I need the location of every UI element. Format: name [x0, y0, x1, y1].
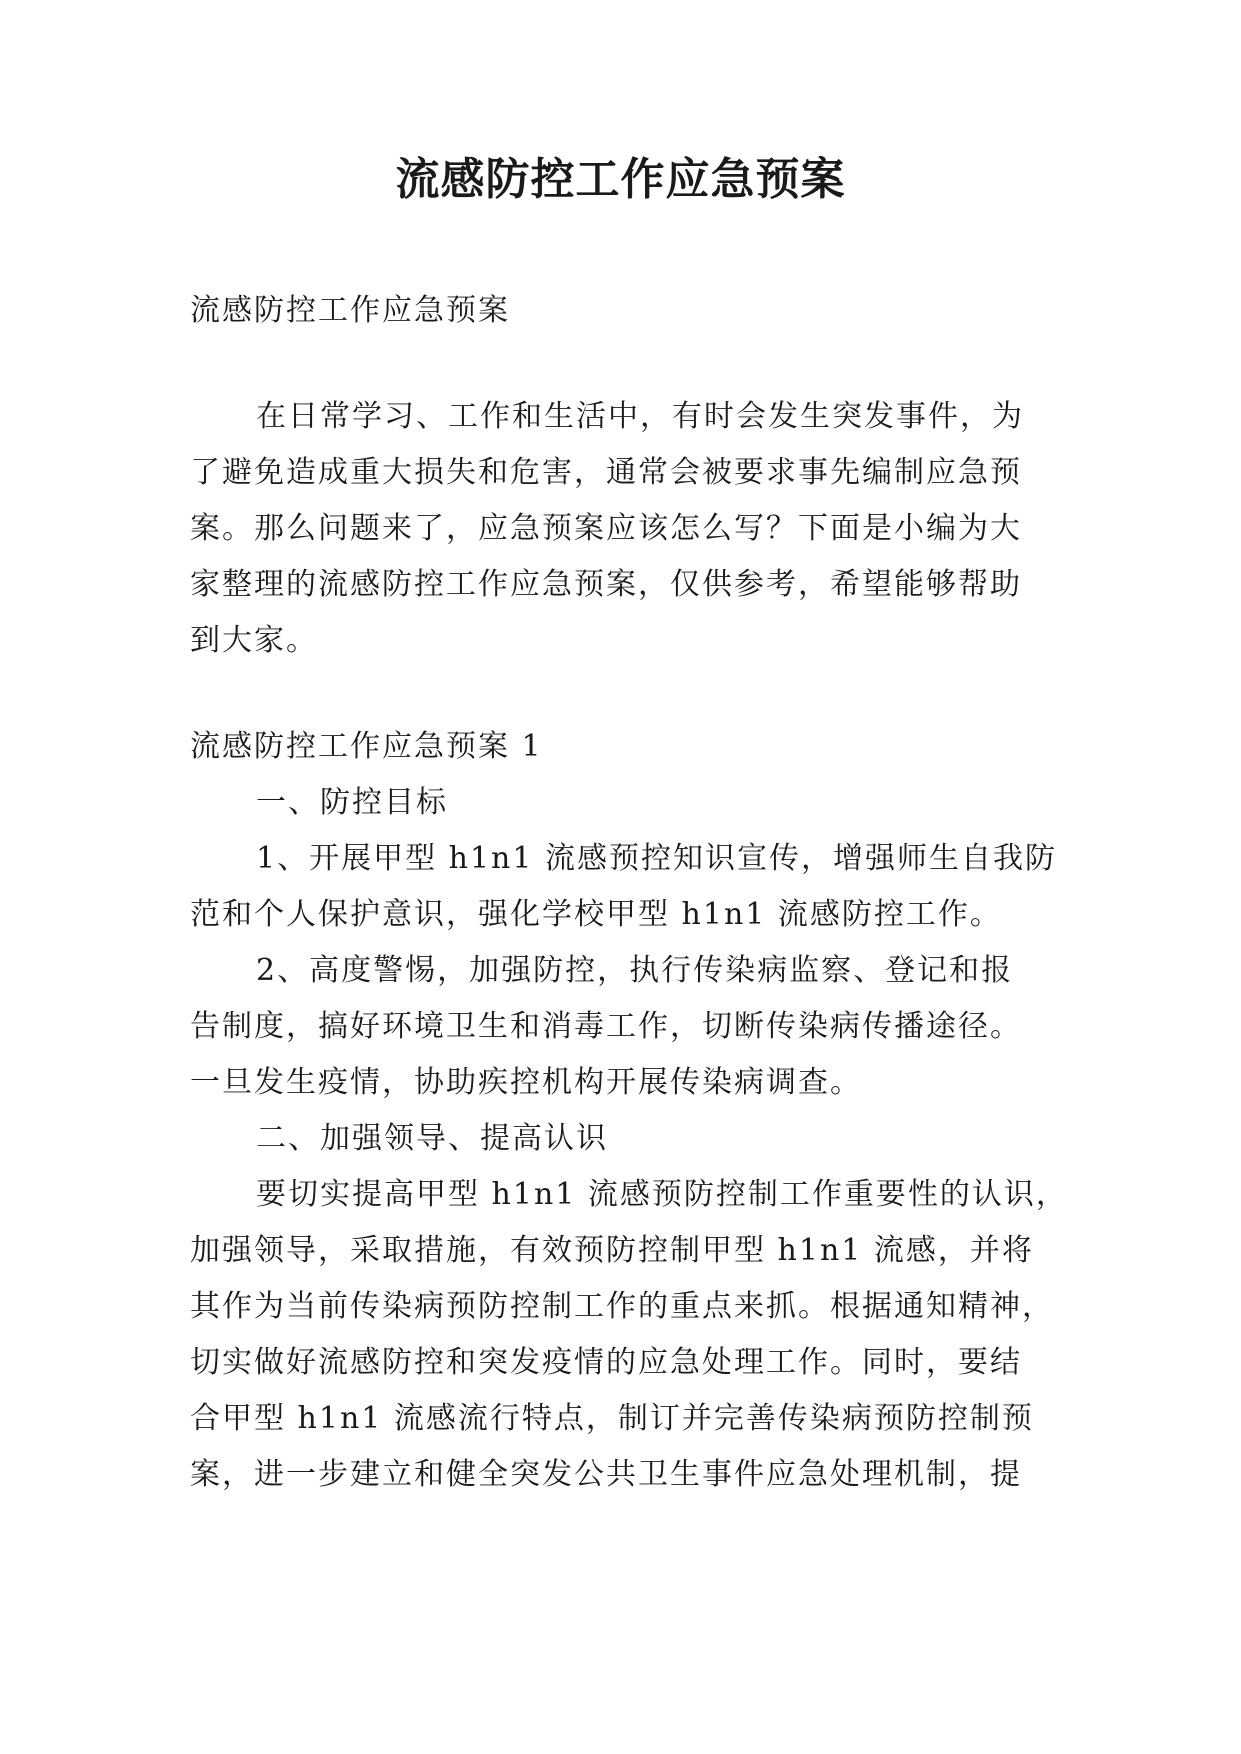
intro-line: 家整理的流感防控工作应急预案，仅供参考，希望能够帮助 [190, 567, 1022, 602]
intro-line: 了避免造成重大损失和危害，通常会被要求事先编制应急预 [190, 455, 1022, 490]
heading-leadership: 二、加强领导、提高认识 [256, 1121, 608, 1156]
leadership-paragraph [190, 1167, 1068, 1503]
paragraph-line: 切实做好流感防控和突发疫情的应急处理工作。同时，要结 [190, 1345, 1022, 1380]
intro-line: 到大家。 [190, 623, 318, 658]
intro-line: 在日常学习、工作和生活中，有时会发生突发事件，为 [256, 399, 1024, 434]
item-2-line: 2、高度警惕，加强防控，执行传染病监察、登记和报 [256, 953, 1014, 988]
intro-line: 案。那么问题来了，应急预案应该怎么写？下面是小编为大 [190, 511, 1022, 546]
spacer [190, 669, 1060, 719]
paragraph-line: 加强领导，采取措施，有效预防控制甲型 h1n1 流感，并将 [190, 1233, 1034, 1268]
item-1-line: 范和个人保护意识，强化学校甲型 h1n1 流感防控工作。 [190, 897, 1002, 932]
item-2-paragraph [190, 943, 1060, 1111]
document-title: 流感防控工作应急预案 [395, 154, 846, 205]
section-heading: 流感防控工作应急预案 1 [190, 729, 543, 764]
spacer [190, 339, 1060, 389]
paragraph-line: 其作为当前传染病预防控制工作的重点来抓。根据通知精神， [190, 1289, 1054, 1324]
paragraph-line: 要切实提高甲型 h1n1 流感预防控制工作重要性的认识， [256, 1177, 1068, 1212]
intro-paragraph [190, 389, 1060, 669]
paragraph-line: 合甲型 h1n1 流感流行特点，制订并完善传染病预防控制预 [190, 1401, 1034, 1436]
item-1-paragraph [190, 831, 1060, 943]
document-subtitle: 流感防控工作应急预案 [190, 293, 510, 328]
item-2-line: 告制度，搞好环境卫生和消毒工作，切断传染病传播途径。 [190, 1009, 1022, 1044]
heading-prevention-goals: 一、防控目标 [256, 785, 448, 820]
item-2-line: 一旦发生疫情，协助疾控机构开展传染病调查。 [190, 1065, 862, 1100]
document-body [190, 283, 1068, 1503]
item-1-line: 1、开展甲型 h1n1 流感预控知识宣传，增强师生自我防 [256, 841, 1057, 876]
paragraph-line: 案，进一步建立和健全突发公共卫生事件应急处理机制，提 [190, 1457, 1022, 1492]
